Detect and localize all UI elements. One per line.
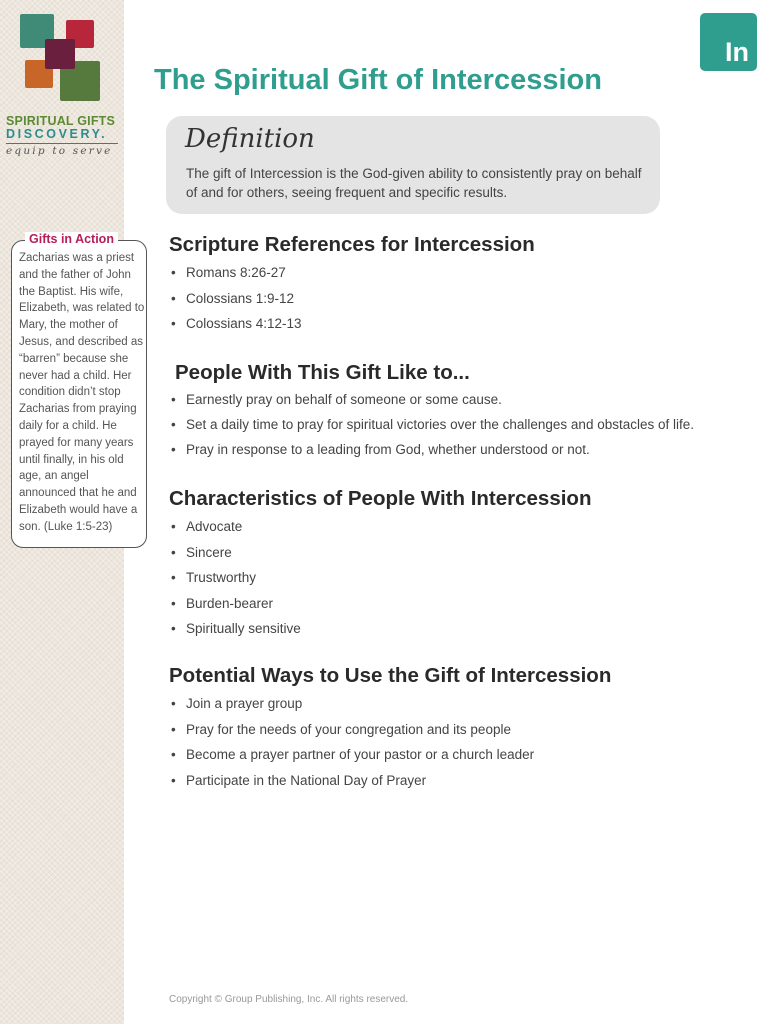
list-item: • Sincere xyxy=(171,545,301,571)
page-title: The Spiritual Gift of Intercession xyxy=(154,64,602,96)
list-item: • Pray for the needs of your congregation and its people xyxy=(171,722,534,748)
gifts-in-action-text: Zacharias was a priest and the father of John the Baptist. His wife, Elizabeth, was related to Mary, the mother of Jesus, and described as “barren” because she never had a child. Her condition didn’t stop Zacharias from praying daily for a child. He prayed for many years until finally, in his old age, an angel announced that he and Elizabeth would have a son. (Luke 1:5-23) xyxy=(19,252,145,533)
list-item: • Become a prayer partner of your pastor or a church leader xyxy=(171,747,534,773)
definition-text: The gift of Intercession is the God-given ability to consistently pray on behalf of and for others, seeing frequent and specific results. xyxy=(186,166,642,200)
copyright-notice: Copyright © Group Publishing, Inc. All rights reserved. xyxy=(169,994,409,1005)
logo-line1: SPIRITUAL GIFTS xyxy=(6,114,116,128)
list-item: • Colossians 1:9-12 xyxy=(171,291,302,317)
logo-line2: DISCOVERY. xyxy=(6,127,108,141)
logo-divider xyxy=(6,143,118,144)
logo-tagline: equip to serve xyxy=(6,145,113,157)
list-item: • Participate in the National Day of Prayer xyxy=(171,773,534,799)
section-tab: In xyxy=(700,13,757,71)
list-item: • Join a prayer group xyxy=(171,696,534,722)
spiritual-gifts-logo-icon xyxy=(20,14,102,104)
list-item: • Romans 8:26-27 xyxy=(171,265,302,291)
list-item: • Colossians 4:12-13 xyxy=(171,316,302,342)
potential-ways-heading: Potential Ways to Use the Gift of Intercession xyxy=(169,664,612,687)
scripture-references-list xyxy=(171,265,302,342)
potential-ways-list xyxy=(171,696,534,798)
logo-wordmark xyxy=(6,114,122,157)
people-with-gift-list xyxy=(171,392,694,468)
characteristics-list xyxy=(171,519,301,647)
list-item: • Earnestly pray on behalf of someone or some cause. xyxy=(171,392,694,417)
list-item: • Advocate xyxy=(171,519,301,545)
list-item: • Burden-bearer xyxy=(171,596,301,622)
definition-heading: Definition xyxy=(185,124,315,154)
characteristics-heading: Characteristics of People With Intercession xyxy=(169,487,592,510)
list-item: • Pray in response to a leading from God, whether understood or not. xyxy=(171,442,694,467)
gifts-in-action-title: Gifts in Action xyxy=(25,232,118,246)
list-item: • Set a daily time to pray for spiritual victories over the challenges and obstacles of life. xyxy=(171,417,694,442)
people-with-gift-heading: People With This Gift Like to... xyxy=(175,361,470,384)
list-item: • Spiritually sensitive xyxy=(171,621,301,647)
scripture-references-heading: Scripture References for Intercession xyxy=(169,233,535,256)
list-item: • Trustworthy xyxy=(171,570,301,596)
